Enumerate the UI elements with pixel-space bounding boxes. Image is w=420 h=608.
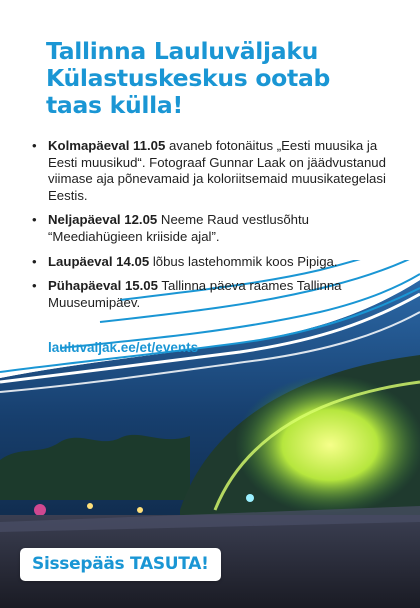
bullet-icon: • xyxy=(32,212,37,228)
event-day: Neljapäeval 12.05 xyxy=(48,212,158,228)
event-description: Tallinna päeva raames Tallinna Muuseumipäev. xyxy=(48,278,342,310)
list-item xyxy=(32,212,392,245)
headline-line-3: taas külla! xyxy=(46,91,183,119)
event-description: lõbus lastehommik koos Pipiga. xyxy=(149,253,338,269)
bullet-icon: • xyxy=(32,253,37,269)
event-description: Neeme Raud vestlusõhtu “Meediahügieen kriiside ajal”. xyxy=(48,212,309,244)
bullet-icon: • xyxy=(32,138,37,153)
event-day: Pühapäeval 15.05 xyxy=(48,278,158,294)
list-item xyxy=(32,254,392,271)
list-item xyxy=(32,278,392,311)
events-link[interactable]: lauluvaljak.ee/et/events xyxy=(48,340,199,355)
event-description: avaneb fotonäitus „Eesti muusika ja Eesti muusikud“. Fotograaf Gunnar Laak on jäädvustanud viimase aja põnevamaid ja koloriitsemaid muusikategelasi Eestis. xyxy=(48,138,386,203)
bullet-icon: • xyxy=(32,278,37,294)
headline-line-2: Külastuskeskus ootab xyxy=(46,64,331,92)
event-day: Laupäeval 14.05 xyxy=(48,253,150,269)
event-day: Kolmapäeval 11.05 xyxy=(48,138,166,153)
event-list xyxy=(32,138,392,319)
headline xyxy=(46,38,366,119)
list-item xyxy=(32,138,392,204)
free-entry-badge: Sissepääs TASUTA! xyxy=(20,548,221,581)
headline-line-1: Tallinna Lauluväljaku xyxy=(46,37,319,65)
